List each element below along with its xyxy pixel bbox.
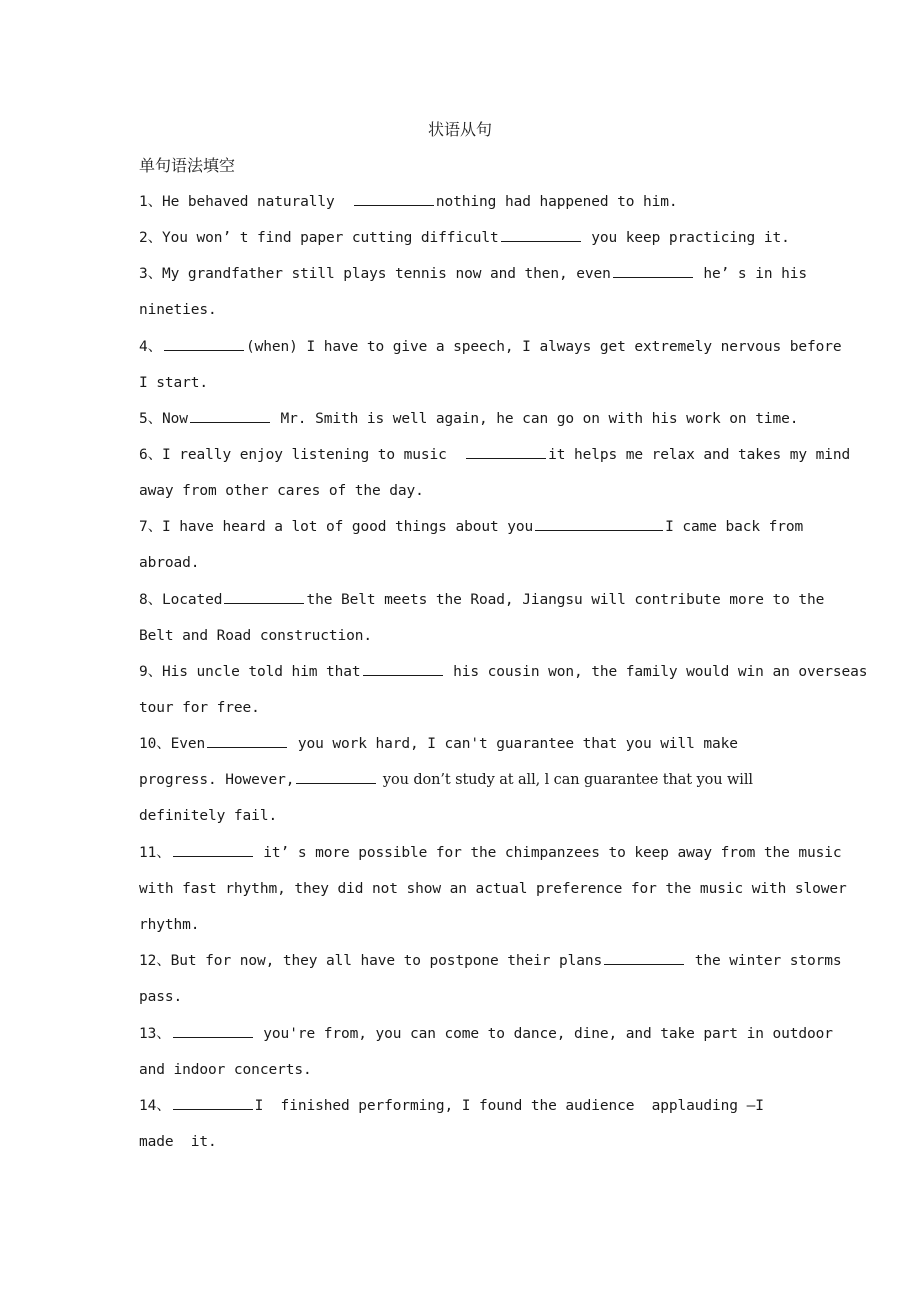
answer-blank[interactable] <box>501 226 581 242</box>
question-12: 12、But for now, they all have to postpone their plans the winter storms <box>139 949 842 973</box>
answer-blank[interactable] <box>173 1022 253 1038</box>
question-3-continued: nineties. <box>139 302 217 318</box>
question-9-continued: tour for free. <box>139 700 260 716</box>
question-12-continued: pass. <box>139 989 183 1005</box>
question-14-continued: made it. <box>139 1134 217 1150</box>
question-3: 3、My grandfather still plays tennis now and then, even he’ s in his <box>139 262 807 286</box>
question-13-continued: and indoor concerts. <box>139 1062 312 1078</box>
question-2: 2、You won’ t find paper cutting difficult you keep practicing it. <box>139 226 790 250</box>
question-11: 11、 it’ s more possible for the chimpanzees to keep away from the music <box>139 841 842 865</box>
question-1: 1、He behaved naturally nothing had happened to him. <box>139 190 678 214</box>
question-9: 9、His uncle told him that his cousin won, the family would win an overseas <box>139 660 867 684</box>
question-6: 6、I really enjoy listening to music it helps me relax and takes my mind <box>139 443 850 467</box>
answer-blank[interactable] <box>190 407 270 423</box>
answer-blank[interactable] <box>363 660 443 676</box>
answer-blank[interactable] <box>224 588 304 604</box>
answer-blank[interactable] <box>207 732 287 748</box>
question-11-continued-2: rhythm. <box>139 917 200 933</box>
answer-blank[interactable] <box>164 335 244 351</box>
answer-blank[interactable] <box>354 190 434 206</box>
answer-blank[interactable] <box>535 515 663 531</box>
question-13: 13、 you're from, you can come to dance, dine, and take part in outdoor <box>139 1022 833 1046</box>
question-7: 7、I have heard a lot of good things about you I came back from <box>139 515 803 539</box>
question-10: 10、Even you work hard, I can't guarantee that you will make <box>139 732 738 756</box>
question-4-continued: I start. <box>139 375 209 391</box>
answer-blank[interactable] <box>466 443 546 459</box>
answer-blank[interactable] <box>173 1094 253 1110</box>
question-8-continued: Belt and Road construction. <box>139 628 373 644</box>
answer-blank[interactable] <box>296 768 376 784</box>
answer-blank[interactable] <box>173 841 253 857</box>
question-10-continued-2: definitely fail. <box>139 808 278 824</box>
page-title: 状语从句 <box>427 120 492 139</box>
question-7-continued: abroad. <box>139 555 200 571</box>
section-heading: 单句语法填空 <box>139 156 236 175</box>
answer-blank[interactable] <box>604 949 684 965</box>
question-4: 4、 (when) I have to give a speech, I always get extremely nervous before <box>139 335 841 359</box>
question-8: 8、Located the Belt meets the Road, Jiangsu will contribute more to the <box>139 588 824 612</box>
question-11-continued: with fast rhythm, they did not show an actual preference for the music with slower <box>139 881 847 897</box>
question-14: 14、 I finished performing, I found the audience applauding —I <box>139 1094 764 1118</box>
answer-blank[interactable] <box>613 262 693 278</box>
question-10-continued: progress. However, you don’t study at all, l can guarantee that you will <box>139 768 753 792</box>
question-5: 5、Now Mr. Smith is well again, he can go on with his work on time. <box>139 407 798 431</box>
question-6-continued: away from other cares of the day. <box>139 483 424 499</box>
